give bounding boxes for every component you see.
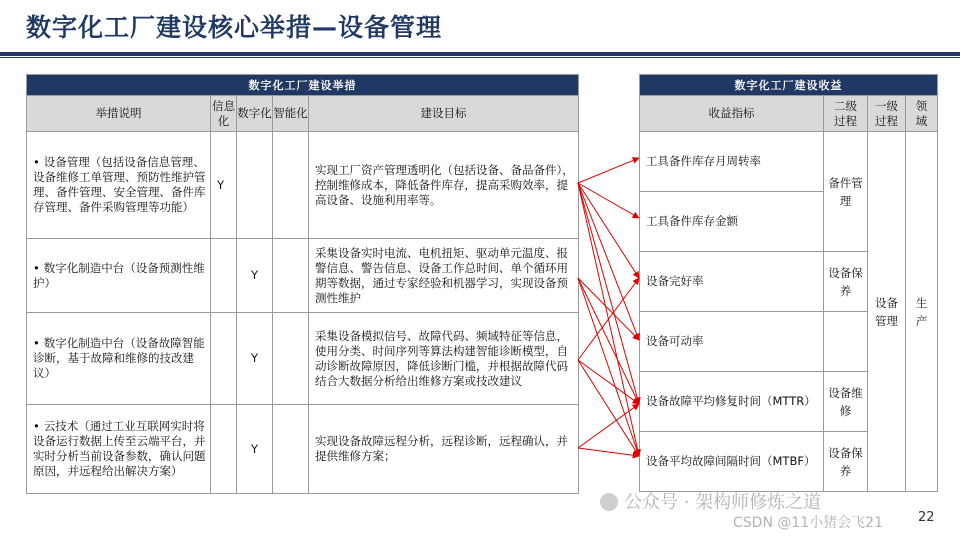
- domain-cell: 生产: [906, 132, 938, 492]
- benefits-caption: 数字化工厂建设收益: [640, 75, 938, 96]
- level1-cell: 设备管理: [868, 132, 906, 492]
- table-row: • 设备管理（包括设备信息管理、设备维修工单管理、预防性维护管理、备件管理、安全管理、备件库存管理、备件采购管理等功能） Y 实现工厂资产管理透明化（包括设备、备品备件），控制维修成本，降低备件库存，提高采购效率，提高设备、设施利用率等。: [27, 132, 579, 239]
- measure-text: 云技术（通过工业互联网实时将设备运行数据上传至云端平台，并实时分析当前设备参数，确认问题原因，并远程给出解决方案）: [33, 419, 206, 478]
- arrow: [578, 183, 639, 278]
- info-flag: Y: [211, 132, 237, 239]
- header-level1: 一级过程: [868, 96, 906, 132]
- arrow: [578, 278, 639, 404]
- header-metric: 收益指标: [640, 96, 824, 132]
- measure-text: 数字化制造中台（设备预测性维护）: [33, 260, 205, 290]
- metric-item: 工具备件库存月周转率: [640, 132, 824, 192]
- metric-item: 设备可动率: [640, 312, 824, 372]
- header-domain: 领域: [906, 96, 938, 132]
- arrow: [578, 158, 639, 183]
- page-title: 数字化工厂建设核心举措—设备管理: [26, 13, 443, 42]
- metric-item: 设备故障平均修复时间（MTTR）: [640, 372, 824, 432]
- level2-cell: 备件管理: [824, 132, 868, 252]
- goal-text: 实现设备故障远程分析，远程诊断，远程确认，并提供维修方案；: [309, 405, 579, 494]
- digital-flag: Y: [237, 313, 273, 405]
- digital-flag: Y: [237, 239, 273, 313]
- metric-item: 工具备件库存金额: [640, 192, 824, 252]
- goal-text: 实现工厂资产管理透明化（包括设备、备品备件），控制维修成本，降低备件库存，提高采购效率，提高设备、设施利用率等。: [309, 132, 579, 239]
- arrow: [578, 448, 639, 456]
- watermark-csdn: CSDN @11小猪会飞21: [733, 515, 883, 531]
- level2-cell: 设备维修: [824, 372, 868, 432]
- header-goal: 建设目标: [309, 96, 579, 132]
- arrow: [578, 183, 639, 218]
- header-digital: 数字化: [237, 96, 273, 132]
- header-level2: 二级过程: [824, 96, 868, 132]
- watermark-official-account: 公众号 · 架构师修炼之道: [600, 488, 821, 514]
- arrow: [578, 183, 639, 340]
- header-smart: 智能化: [273, 96, 309, 132]
- level2-cell: 设备保养: [824, 252, 868, 312]
- goal-text: 采集设备实时电流、电机扭矩、驱动单元温度、报警信息、警告信息、设备工作总时间、单个循环用期等数据，通过专家经验和机器学习，实现设备预测性维护: [309, 239, 579, 313]
- level2-cell: 设备保养: [824, 432, 868, 492]
- measure-text: 设备管理（包括设备信息管理、设备维修工单管理、预防性维护管理、备件管理、安全管理、备件库存管理、备件采购管理等功能）: [33, 155, 206, 214]
- arrow: [578, 183, 639, 404]
- metric-item: 设备平均故障间隔时间（MTBF）: [640, 432, 824, 492]
- wechat-icon: [600, 493, 618, 511]
- header-info: 信息化: [211, 96, 237, 132]
- metric-item: 设备完好率: [640, 252, 824, 312]
- measure-text: 数字化制造中台（设备故障智能诊断，基于故障和维修的技改建议）: [33, 336, 205, 380]
- digital-flag: Y: [237, 405, 273, 494]
- arrow: [578, 278, 639, 360]
- measures-caption: 数字化工厂建设举措: [27, 75, 579, 96]
- page-number: 22: [918, 510, 935, 525]
- table-row: • 数字化制造中台（设备预测性维护） Y 采集设备实时电流、电机扭矩、驱动单元温度、报警信息、警告信息、设备工作总时间、单个循环用期等数据，通过专家经验和机器学习，实现设备预测性维护: [27, 239, 579, 313]
- table-row: • 数字化制造中台（设备故障智能诊断，基于故障和维修的技改建议） Y 采集设备模拟信号、故障代码、频域特征等信息，使用分类、时间序列等算法构建智能诊断模型，自动诊断故障原因，降低诊断门槛，并根据故障代码结合大数据分析给出维修方案或技改建议: [27, 313, 579, 405]
- header-measure: 举措说明: [27, 96, 211, 132]
- goal-text: 采集设备模拟信号、故障代码、频域特征等信息，使用分类、时间序列等算法构建智能诊断模型，自动诊断故障原因，降低诊断门槛，并根据故障代码结合大数据分析给出维修方案或技改建议: [309, 313, 579, 405]
- table-row: • 云技术（通过工业互联网实时将设备运行数据上传至云端平台，并实时分析当前设备参数，确认问题原因，并远程给出解决方案） Y 实现设备故障远程分析，远程诊断，远程确认，并提供维修方案；: [27, 405, 579, 494]
- arrow: [578, 278, 639, 340]
